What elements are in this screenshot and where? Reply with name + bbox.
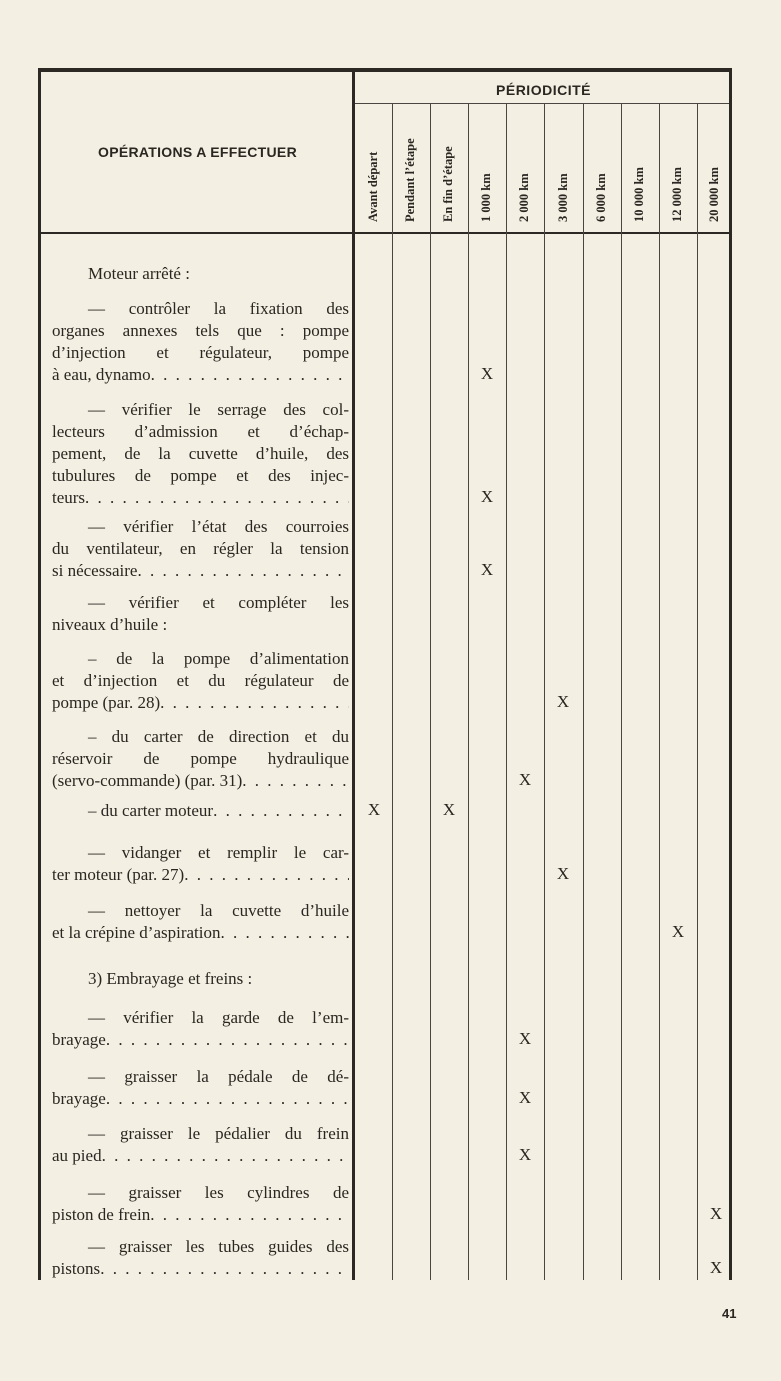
operation-line: — graisser la pédale de dé-: [88, 1067, 349, 1086]
periodicity-mark: X: [671, 922, 685, 941]
operation-line: ter moteur (par. 27) . . .: [52, 864, 349, 886]
operation-line: — vidanger et remplir le car-: [88, 843, 349, 862]
operation-item: [52, 648, 349, 714]
operation-line: — vérifier l’état des courroies: [88, 517, 349, 536]
periodicity-mark: X: [442, 800, 456, 819]
operation-line: pistons . . .: [52, 1258, 349, 1280]
operation-line: organes annexes tels que : pompe: [52, 321, 349, 340]
operation-item: [52, 968, 349, 990]
periodicity-mark: X: [556, 692, 570, 711]
periodicity-mark: X: [518, 1088, 532, 1107]
periodicity-mark: X: [518, 770, 532, 789]
operation-line: pompe (par. 28) . . .: [52, 692, 349, 714]
periodicity-mark: X: [367, 800, 381, 819]
operation-line: brayage . . .: [52, 1029, 349, 1051]
periodicity-mark: X: [480, 487, 494, 506]
operation-line: (servo-commande) (par. 31) . . .: [52, 770, 349, 792]
periodicity-mark: X: [518, 1029, 532, 1048]
operation-item: [52, 900, 349, 944]
operation-item: [52, 592, 349, 636]
column-heading: 6 000 km: [594, 173, 608, 222]
operation-line: et d’injection et du régulateur de: [52, 671, 349, 690]
column-heading: 1 000 km: [479, 173, 493, 222]
header-rule-bottom: [38, 232, 732, 234]
periodicity-mark: X: [709, 1204, 723, 1223]
operation-item: [52, 263, 349, 285]
operation-item: [52, 1182, 349, 1226]
operation-line: – du carter moteur . . .: [52, 800, 349, 822]
column-heading: 3 000 km: [555, 173, 570, 222]
periodicite-rule: [355, 103, 729, 104]
operation-item: [52, 726, 349, 792]
periodicity-mark: X: [480, 560, 494, 579]
operation-item: [52, 1123, 349, 1167]
operation-line: — contrôler la fixation des: [88, 299, 349, 318]
column-heading: Pendant l’étape: [403, 138, 417, 222]
periodicite-heading: PÉRIODICITÉ: [496, 82, 591, 98]
operation-line: — graisser les cylindres de: [88, 1183, 349, 1202]
operation-line: — vérifier la garde de l’em-: [88, 1008, 349, 1027]
operation-line: pement, de la cuvette d’huile, des: [52, 444, 349, 463]
operation-line: si nécessaire . . .: [52, 560, 349, 582]
column-divider: [659, 104, 660, 1280]
periodicity-mark: X: [556, 864, 570, 883]
operation-line: d’injection et régulateur, pompe: [52, 343, 349, 362]
operation-line: lecteurs d’admission et d’échap-: [52, 422, 349, 441]
column-divider: [430, 104, 431, 1280]
operation-line: — vérifier et compléter les: [88, 593, 349, 612]
operation-item: [52, 1236, 349, 1280]
operation-line: — vérifier le serrage des col-: [88, 400, 349, 419]
column-divider-main: [352, 70, 355, 1280]
operation-line: niveaux d’huile :: [52, 615, 168, 634]
periodicity-mark: X: [480, 364, 494, 383]
column-divider: [621, 104, 622, 1280]
operation-line: teurs . . .: [52, 487, 349, 509]
section-heading: 3) Embrayage et freins :: [88, 969, 253, 988]
operation-item: [52, 1007, 349, 1051]
column-heading: 10 000 km: [632, 167, 646, 222]
operation-line: au pied . . .: [52, 1145, 349, 1167]
column-heading: Avant départ: [365, 151, 380, 222]
periodicity-mark: X: [709, 1258, 723, 1277]
column-divider: [583, 104, 584, 1280]
operation-item: [52, 516, 349, 582]
column-heading: 20 000 km: [706, 167, 721, 222]
column-heading: 12 000 km: [670, 167, 684, 222]
operation-line: piston de frein . . .: [52, 1204, 349, 1226]
operation-line: brayage . . .: [52, 1088, 349, 1110]
operation-line: — graisser les tubes guides des: [88, 1237, 349, 1256]
operation-line: et la crépine d’aspiration . . .: [52, 922, 349, 944]
column-divider: [392, 104, 393, 1280]
operation-item: [52, 1066, 349, 1110]
operation-line: à eau, dynamo . . .: [52, 364, 349, 386]
header-rule-top: [38, 70, 732, 72]
column-divider: [697, 104, 698, 1280]
operation-item: [52, 842, 349, 886]
column-divider: [468, 104, 469, 1280]
operation-line: du ventilateur, en régler la tension: [52, 539, 349, 558]
operation-line: tubulures de pompe et des injec-: [52, 466, 349, 485]
operation-item: [52, 399, 349, 509]
column-heading: En fin d’étape: [441, 146, 455, 222]
operation-line: – de la pompe d’alimentation: [88, 649, 349, 668]
operation-item: [52, 800, 349, 822]
periodicity-mark: X: [518, 1145, 532, 1164]
section-heading: Moteur arrêté :: [88, 264, 190, 283]
column-heading: 2 000 km: [517, 173, 531, 222]
operation-item: [52, 298, 349, 386]
operation-line: réservoir de pompe hydraulique: [52, 749, 349, 768]
page-number: 41: [722, 1306, 737, 1321]
operations-heading: OPÉRATIONS A EFFECTUER: [98, 144, 297, 160]
operation-line: — graisser le pédalier du frein: [88, 1124, 349, 1143]
operation-line: – du carter de direction et du: [88, 727, 349, 746]
operation-line: — nettoyer la cuvette d’huile: [88, 901, 349, 920]
